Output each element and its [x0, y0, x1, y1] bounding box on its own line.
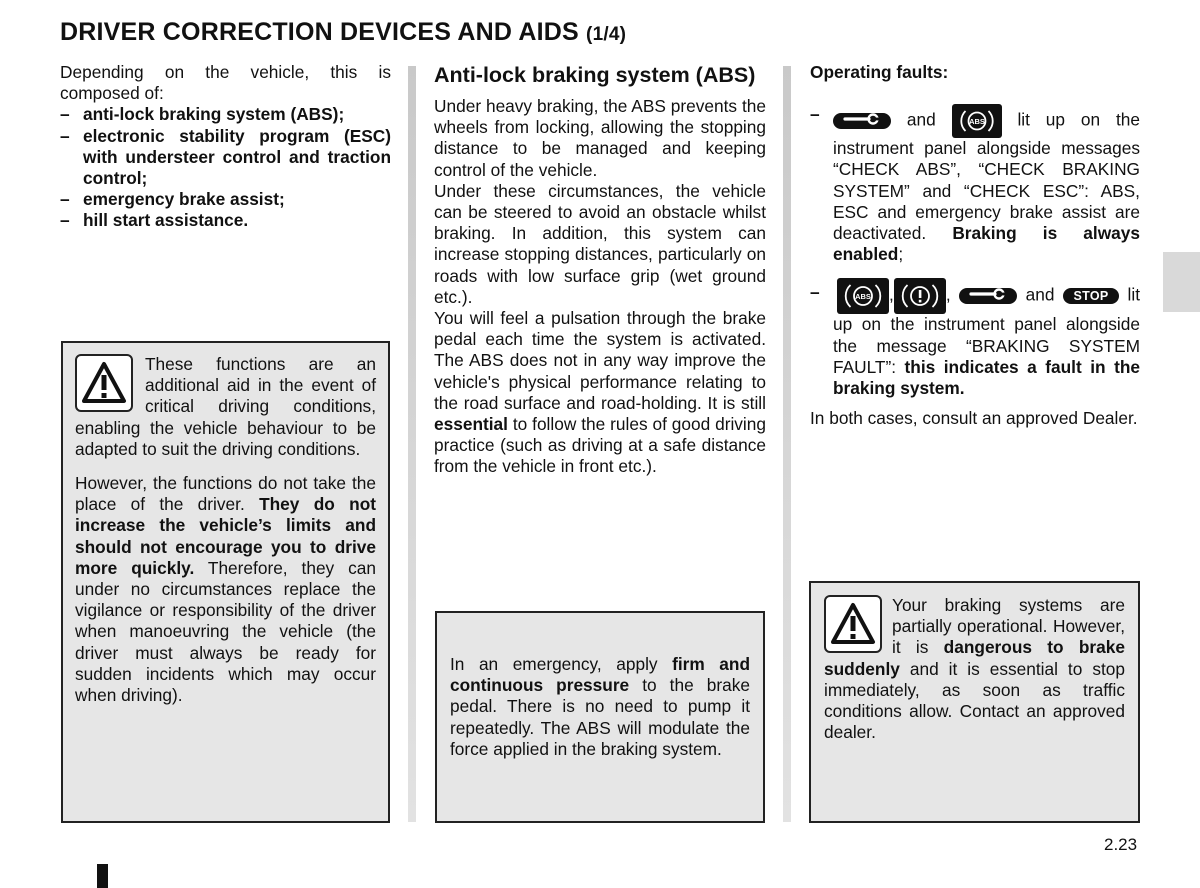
warning-triangle-icon — [824, 595, 882, 653]
section-heading: Anti-lock braking system (ABS) — [434, 63, 756, 87]
warning-paragraph: These functions are an additional aid in the event of critical driving conditions, enabling the vehicle behaviour to be adapted to suit the driving conditions. — [75, 354, 376, 459]
dash: – — [810, 282, 820, 303]
warning-triangle-icon — [75, 354, 133, 412]
text: You will feel a pulsation through the brake pedal each time the system is activated. The ABS does not in any way improve the vehicle's physical performance relating to the road surface and road-holding. It is still — [434, 308, 766, 413]
abs-label: ABS — [855, 292, 871, 302]
bold-text: firm and continuous pressure — [450, 654, 750, 696]
column-divider — [783, 66, 791, 822]
text: , — [889, 284, 894, 305]
list-item: – hill start assistance. — [60, 210, 391, 231]
text: and — [906, 109, 936, 130]
text: Your braking systems are partially operational. However, it is — [892, 595, 1125, 658]
fault-item — [810, 278, 1140, 399]
bold-text: essential — [434, 414, 508, 435]
spanner-icon — [959, 288, 1017, 304]
paragraph: Under heavy braking, the ABS prevents the wheels from locking, allowing the stopping distance to be managed and keeping control of the vehicle. — [434, 96, 766, 180]
page-title — [60, 18, 626, 47]
section-heading: Operating faults: — [810, 62, 949, 82]
column-divider — [408, 66, 416, 822]
column-1 — [60, 62, 391, 232]
spanner-icon — [833, 113, 891, 129]
text: ; — [898, 244, 904, 265]
corner-mark — [97, 864, 108, 888]
dash: – — [810, 104, 820, 125]
warning-box-braking — [809, 581, 1140, 823]
text: to the brake pedal. There is no need to pump it repeatedly. The ABS will modulate the force applied in the braking system. — [450, 675, 750, 759]
warning-paragraph — [75, 473, 376, 706]
text: Therefore, they can under no circumstances replace the vigilance or responsibility of the driver when manoeuvring the vehicle (the driver must always be ready for sudden incidents which may occur when driving). — [75, 557, 376, 706]
intro-text: Depending on the vehicle, this is composed of: — [60, 62, 391, 104]
column-2 — [434, 62, 766, 478]
paragraph — [434, 308, 766, 478]
warning-box-functions — [61, 341, 390, 823]
title-text: DRIVER CORRECTION DEVICES AND AIDS — [60, 18, 579, 46]
bold-text: Braking is always enabled — [833, 223, 1140, 265]
text: In an emergency, apply — [450, 654, 673, 674]
section-tab — [1163, 252, 1200, 312]
text: lit up on the instrument panel alongside the message “BRAKING SYSTEM FAULT”: — [833, 284, 1141, 377]
list-item: – electronic stability program (ESC) with understeer control and traction control; — [60, 126, 391, 190]
text: , — [945, 284, 951, 305]
text: and — [1025, 284, 1055, 305]
bold-text: this indicates a fault in the braking system. — [833, 356, 1140, 399]
column-3 — [810, 62, 1140, 429]
text: and it is essential to stop immediately, as soon as traffic conditions allow. Contact an approved dealer. — [824, 658, 1125, 743]
page-number: 2.23 — [1104, 835, 1138, 854]
bold-text: They do not increase the vehicle’s limits and should not encourage you to drive more quickly. — [75, 494, 376, 578]
paragraph: Under these circumstances, the vehicle can be steered to avoid an obstacle whilst braking. In addition, this system can increase stopping distances, particularly on roads with low surface grip (wet ground etc.). — [434, 180, 766, 307]
list-item: – emergency brake assist; — [60, 189, 391, 210]
abs-warning-icon — [837, 278, 889, 314]
bold-text: dangerous to brake suddenly — [824, 637, 1125, 679]
text: However, the functions do not take the place of the driver. — [75, 473, 376, 515]
title-part: (1/4) — [586, 24, 627, 45]
brake-warning-icon — [894, 278, 946, 314]
note-box-emergency — [435, 611, 765, 823]
text: to follow the rules of good driving practice (such as driving at a safe distance from the vehicle in front etc.). — [434, 414, 766, 477]
paragraph: In both cases, consult an approved Dealer. — [810, 408, 1138, 429]
list-item: – anti-lock braking system (ABS); — [60, 104, 391, 125]
abs-warning-icon — [952, 104, 1002, 138]
stop-icon: STOP — [1063, 288, 1119, 304]
fault-item — [810, 104, 1140, 265]
text: lit up on the instrument panel alongside messages “CHECK ABS”, “CHECK BRAKING SYSTEM” and “CHECK ESC”: ABS, ESC and emergency brake assist are deactivated. — [833, 109, 1140, 244]
note-paragraph — [450, 654, 750, 760]
abs-label: ABS — [968, 117, 985, 127]
feature-list — [60, 104, 391, 231]
